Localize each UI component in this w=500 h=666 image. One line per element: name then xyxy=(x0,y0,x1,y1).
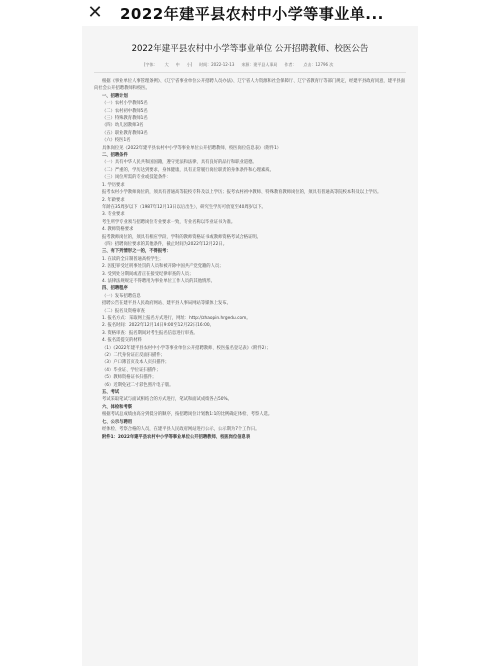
article-paragraph: （二）报名及资格审查 xyxy=(102,308,145,314)
publish-time: 时间：2022-12-13 xyxy=(199,62,235,67)
font-size-small[interactable]: 小] xyxy=(186,62,193,67)
article-paragraph: 1. 报名方式：采取网上报名方式进行，网址：http://zhaopin.hrgedu.com。 xyxy=(102,316,251,321)
article-paragraph: 2. 年龄要求 xyxy=(102,197,125,203)
article-paragraph: 具体岗位见《2022年建平县农村中小学等事业单位公开招聘教师、校医岗位信息表》（附件1） xyxy=(102,145,282,151)
article-paragraph: 3. 资格审查：报名期间对考生报名信息进行审查。 xyxy=(102,330,198,336)
article-paragraph: （5）教师资格证书扫描件； xyxy=(102,375,157,381)
article-paragraph: 招聘公告在建平县人民政府网站、建平县人事局网站等媒体上发布。 xyxy=(102,301,231,307)
article-paragraph: 三、有下列情形之一的，不得报考： xyxy=(102,249,171,255)
article-paragraph: （6）近期免冠二寸彩色照片电子版。 xyxy=(102,382,174,388)
article-paragraph: （二）农村初中教师5名 xyxy=(102,108,148,114)
article-paragraph: 4. 法律法规规定不得聘用为事业单位工作人员的其他情形。 xyxy=(102,278,215,284)
article-paragraph: 一、招聘计划 xyxy=(102,93,128,99)
view-count: 点击：12796 次 xyxy=(303,62,334,67)
article-paragraph: 经体检、考察合格的人员，在建平县人民政府网站进行公示，公示期为7个工作日。 xyxy=(102,427,260,433)
article-paragraph: （六）校医1名 xyxy=(102,138,131,144)
article-paragraph: 二、招聘条件 xyxy=(102,153,128,159)
article-paragraph: （一）农村小学教师5名 xyxy=(102,101,148,107)
article-paragraph: （三）特殊教育教师1名 xyxy=(102,116,148,122)
article-paragraph: （3）户口簿首页及本人页扫描件； xyxy=(102,360,170,366)
article-paragraph: 4. 教师资格要求 xyxy=(102,227,134,233)
article-paragraph: 年龄在35周岁以下（1987年12月13日以后出生），研究生学历可放宽至40周岁以下。 xyxy=(102,204,266,210)
article-paragraph: 四、招聘程序 xyxy=(102,286,128,292)
article-paragraph: 根据《事业单位人事管理条例》、《辽宁省事业单位公开招聘人员办法》、辽宁省人力资源和社会保障厅、辽宁省教育厅等部门规定，经建平县政府同意，建平县面向社会公开招聘教师和校医。 xyxy=(94,79,405,92)
article-paragraph: （一）具有中华人民共和国国籍，遵守宪法和法律，具有良好的品行和职业道德。 xyxy=(102,160,257,166)
article-body xyxy=(94,78,406,664)
document-page xyxy=(82,26,418,666)
article-meta xyxy=(144,62,414,68)
article-paragraph: （4）毕业证、学位证扫描件； xyxy=(102,367,161,373)
article-paragraph: 4. 报名需提交的材料 xyxy=(102,338,142,344)
article-paragraph: 六、体检和考察 xyxy=(102,404,133,410)
article-paragraph: 2. 因犯罪受过刑事处罚的人员和被开除中国共产党党籍的人员； xyxy=(102,264,224,270)
article-paragraph: （三）岗位所需的专业或技能条件： xyxy=(102,175,171,181)
font-size-medium[interactable]: 中 xyxy=(175,62,180,67)
article-paragraph: 报考教师岗位的，须具有相应学段、学科的教师资格证书或教师资格考试合格证明。 xyxy=(102,234,261,240)
article-paragraph: （五）职业教育教师3名 xyxy=(102,130,148,136)
article-paragraph: 1. 在读的全日制普通高校学生； xyxy=(102,256,164,262)
font-size-label: [字体： xyxy=(144,62,158,67)
article-paragraph: （四）招聘岗位要求的其他条件，截止时间为2022年12月22日。 xyxy=(102,241,227,247)
article-paragraph: 1. 学历要求 xyxy=(102,182,125,188)
app-top-bar xyxy=(82,0,418,26)
article-paragraph: （2）二代身份证正反面扫描件； xyxy=(102,353,165,359)
article-paragraph: 考试采取笔试与面试相结合的方式进行，笔试和面试成绩各占50%。 xyxy=(102,397,232,403)
article-paragraph: 考生所学专业须与招聘岗位专业要求一致，专业名称以毕业证书为准。 xyxy=(102,219,236,225)
article-paragraph: （一）发布招聘信息 xyxy=(102,293,141,299)
article-paragraph: （1）《2022年建平县农村中小学等事业单位公开招聘教师、校医报名登记表》（附件2）； xyxy=(102,345,271,351)
article-paragraph: 3. 受到处分期间或者正在接受纪律审查的人员； xyxy=(102,271,194,277)
source: 来源：建平县人事局 xyxy=(241,62,278,67)
article-title: 2022年建平县农村中小学等事业单位 公开招聘教师、校医公告 xyxy=(131,44,369,54)
window-title: 2022年建平县农村中小学等事业单... xyxy=(120,4,384,23)
article-paragraph: 七、公示与聘用 xyxy=(102,419,133,425)
article-paragraph: 报考农村小学教师岗位的，须具有普通高等院校专科及以上学历；报考农村初中教师、特殊教育教师岗位的，须具有普通高等院校本科及以上学历。 xyxy=(102,190,382,196)
article-paragraph: 附件1：2022年建平县农村中小学等事业单位公开招聘教师、校医岗位信息表 xyxy=(102,434,251,440)
article-paragraph: （四）幼儿园教师3名 xyxy=(102,123,144,129)
article-paragraph: 根据考试总成绩由高分到低分的顺序，按招聘岗位计划数1:1的比例确定体检、考察人选。 xyxy=(102,412,273,418)
title-divider xyxy=(94,72,406,73)
article-paragraph: 2. 报名时间：2022年12月14日9:00至12月22日16:00。 xyxy=(102,323,214,329)
author: 作者： xyxy=(284,62,297,67)
close-icon[interactable]: ✕ xyxy=(87,2,103,23)
font-size-large[interactable]: 大 xyxy=(164,62,169,67)
article-paragraph: 五、考试 xyxy=(102,390,120,396)
article-paragraph: （二）严重的，学历达到要求，身体健康，具有正常履行岗位职责的身体条件和心理素质。 xyxy=(102,167,274,173)
article-paragraph: 3. 专业要求 xyxy=(102,212,125,218)
